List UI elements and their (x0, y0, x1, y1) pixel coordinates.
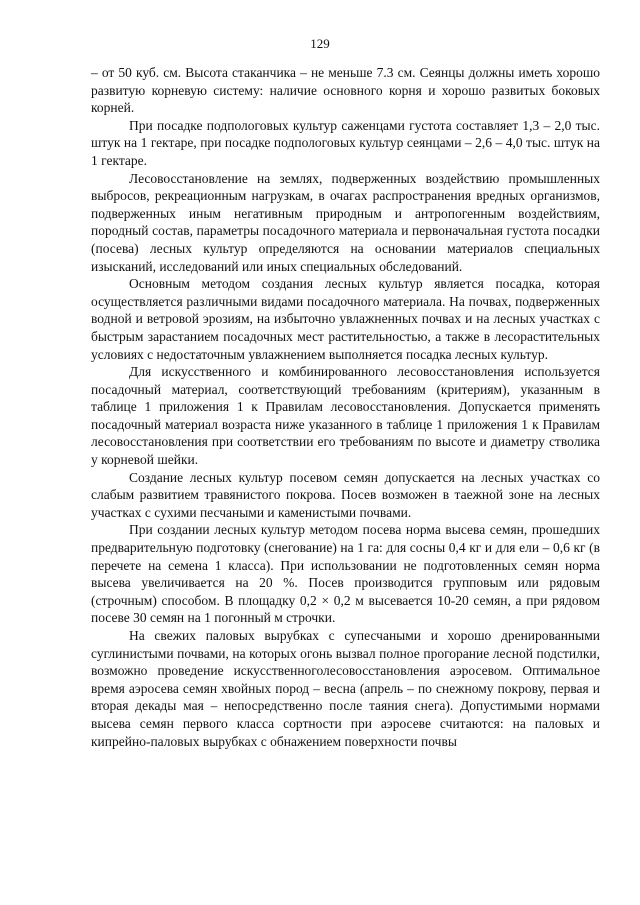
paragraph-2: При посадке подпологовых культур саженцами густота составляет 1,3 – 2,0 тыс. штук на 1 гектаре, при посадке подпологовых культур сеянцами – 2,6 – 4,0 тыс. штук на 1 гектаре. (91, 117, 600, 168)
paragraph-8: На свежих паловых вырубках с супесчаными и хорошо дренированными суглинистыми почвами, на которых огонь вызвал полное прогорание лесной подстилки, возможно проведение искусственноголесовосстановления аэросевом. Оптимальное время аэросева семян хвойных пород – весна (апрель – по снежному покрову, первая и вторая декады мая – непосредственно после таяния снега). Допустимыми нормами высева семян первого класса сортности при аэросеве считаются: на паловых и кипрейно-паловых вырубках с обнажением поверхности почвы (91, 628, 600, 749)
document-body (91, 64, 600, 750)
paragraph-3: Лесовосстановление на землях, подверженных воздействию промышленных выбросов, рекреационным нагрузкам, в очагах распространения вредных организмов, подверженных иным негативным природным и антропогенным воздействиям, породный состав, параметры посадочного материала и первоначальная густота посадки (посева) лесных культур определяются на основании материалов специальных изысканий, исследований или иных специальных обследований. (91, 170, 600, 274)
paragraph-1: – от 50 куб. см. Высота стаканчика – не меньше 7.3 см. Сеянцы должны иметь хорошо развитую корневую систему: наличие основного корня и хорошо развитых боковых корней. (91, 65, 600, 116)
page-number: 129 (310, 36, 330, 51)
paragraph-6: Создание лесных культур посевом семян допускается на лесных участках со слабым развитием травянистого покрова. Посев возможен в таежной зоне на лесных участках с сухими песчаными и каменистыми почвами. (91, 469, 600, 520)
paragraph-4: Основным методом создания лесных культур является посадка, которая осуществляется различными видами посадочного материала. На почвах, подверженных водной и ветровой эрозиям, на избыточно увлажненных почвах и на лесных участках с быстрым зарастанием посадочных мест растительностью, а также в лесорастительных условиях с недостаточным увлажнением выполняется посадка лесных культур. (91, 276, 600, 362)
paragraph-7: При создании лесных культур методом посева норма высева семян, прошедших предварительную подготовку (снегование) на 1 га: для сосны 0,4 кг и для ели – 0,6 кг (в перечете на семена 1 класса). При использовании не подготовленных семян норма высева увеличивается на 20 %. Посев производится групповым или рядовым (строчным) способом. В площадку 0,2 × 0,2 м высевается 10-20 семян, а при рядовом посеве 30 семян на 1 погонный м строчки. (91, 522, 600, 626)
paragraph-5: Для искусственного и комбинированного лесовосстановления используется посадочный материал, соответствующий требованиям (критериям), указанным в таблице 1 приложения 1 к Правилам лесовосстановления. Допускается применять посадочный материал возраста ниже указанного в таблице 1 приложения 1 к Правилам лесовосстановления при соответствии его требованиям по высоте и диаметру стволика у корневой шейки. (91, 364, 600, 468)
